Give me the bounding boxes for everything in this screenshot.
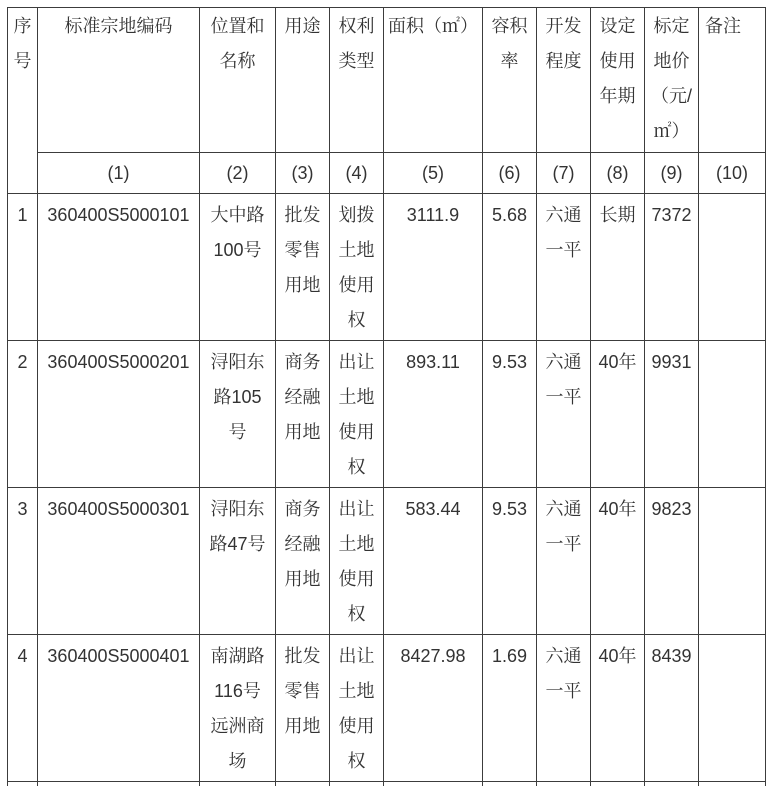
right-type-cell: 出让土地使用权 <box>330 488 384 635</box>
column-number: (1) <box>38 153 200 194</box>
table-row <box>8 635 766 782</box>
land-use-cell <box>276 782 330 786</box>
parcel-code-cell: 360400S5000301 <box>38 488 200 635</box>
land-use-cell: 商务经融用地 <box>276 488 330 635</box>
land-use-cell: 批发零售用地 <box>276 635 330 782</box>
development-level-cell: 六通一平 <box>537 635 591 782</box>
area-cell: 583.44 <box>384 488 483 635</box>
seq-cell <box>8 782 38 786</box>
location-cell: 大中路100号 <box>200 194 276 341</box>
seq-cell: 4 <box>8 635 38 782</box>
header-benchmark-price: 标定地价（元/㎡） <box>645 8 699 153</box>
header-right-type: 权利类型 <box>330 8 384 153</box>
development-level-cell: 六通一平 <box>537 488 591 635</box>
benchmark-price-cell <box>645 782 699 786</box>
area-cell: 893.11 <box>384 341 483 488</box>
benchmark-price-cell: 9931 <box>645 341 699 488</box>
benchmark-price-cell: 8439 <box>645 635 699 782</box>
note-cell <box>699 194 766 341</box>
right-type-cell: 出让土地使用权 <box>330 341 384 488</box>
development-level-cell: 六通一平 <box>537 341 591 488</box>
floor-area-ratio-cell <box>483 782 537 786</box>
header-seq: 序号 <box>8 8 38 194</box>
land-use-cell: 批发零售用地 <box>276 194 330 341</box>
use-term-cell <box>591 782 645 786</box>
area-cell <box>384 782 483 786</box>
table-row <box>8 341 766 488</box>
use-term-cell: 40年 <box>591 635 645 782</box>
column-number: (7) <box>537 153 591 194</box>
development-level-cell: 六通一平 <box>537 194 591 341</box>
header-location: 位置和名称 <box>200 8 276 153</box>
area-cell: 8427.98 <box>384 635 483 782</box>
right-type-cell <box>330 782 384 786</box>
seq-cell: 1 <box>8 194 38 341</box>
column-number: (6) <box>483 153 537 194</box>
column-number: (10) <box>699 153 766 194</box>
floor-area-ratio-cell: 1.69 <box>483 635 537 782</box>
note-cell <box>699 341 766 488</box>
parcel-code-cell <box>38 782 200 786</box>
use-term-cell: 40年 <box>591 488 645 635</box>
header-area: 面积（㎡） <box>384 8 483 153</box>
floor-area-ratio-cell: 9.53 <box>483 341 537 488</box>
header-parcel-code: 标准宗地编码 <box>38 8 200 153</box>
column-number: (5) <box>384 153 483 194</box>
table-row <box>8 488 766 635</box>
header-land-use: 用途 <box>276 8 330 153</box>
floor-area-ratio-cell: 9.53 <box>483 488 537 635</box>
parcel-code-cell: 360400S5000101 <box>38 194 200 341</box>
table-row <box>8 194 766 341</box>
benchmark-land-price-table <box>7 7 766 786</box>
seq-cell: 3 <box>8 488 38 635</box>
floor-area-ratio-cell: 5.68 <box>483 194 537 341</box>
note-cell <box>699 782 766 786</box>
column-number-row <box>8 153 766 194</box>
header-use-term: 设定使用年期 <box>591 8 645 153</box>
area-cell: 3111.9 <box>384 194 483 341</box>
location-cell <box>200 782 276 786</box>
column-number: (8) <box>591 153 645 194</box>
header-row <box>8 8 766 153</box>
right-type-cell: 划拨土地使用权 <box>330 194 384 341</box>
benchmark-price-cell: 9823 <box>645 488 699 635</box>
note-cell <box>699 488 766 635</box>
use-term-cell: 长期 <box>591 194 645 341</box>
parcel-code-cell: 360400S5000401 <box>38 635 200 782</box>
note-cell <box>699 635 766 782</box>
header-development-level: 开发程度 <box>537 8 591 153</box>
column-number: (4) <box>330 153 384 194</box>
seq-cell: 2 <box>8 341 38 488</box>
use-term-cell: 40年 <box>591 341 645 488</box>
development-level-cell <box>537 782 591 786</box>
location-cell: 浔阳东路47号 <box>200 488 276 635</box>
table-row-partial <box>8 782 766 786</box>
land-use-cell: 商务经融用地 <box>276 341 330 488</box>
parcel-code-cell: 360400S5000201 <box>38 341 200 488</box>
column-number: (9) <box>645 153 699 194</box>
column-number: (3) <box>276 153 330 194</box>
location-cell: 浔阳东路105号 <box>200 341 276 488</box>
header-floor-area-ratio: 容积率 <box>483 8 537 153</box>
header-note: 备注 <box>699 8 766 153</box>
right-type-cell: 出让土地使用权 <box>330 635 384 782</box>
column-number: (2) <box>200 153 276 194</box>
benchmark-price-cell: 7372 <box>645 194 699 341</box>
location-cell: 南湖路116号远洲商场 <box>200 635 276 782</box>
